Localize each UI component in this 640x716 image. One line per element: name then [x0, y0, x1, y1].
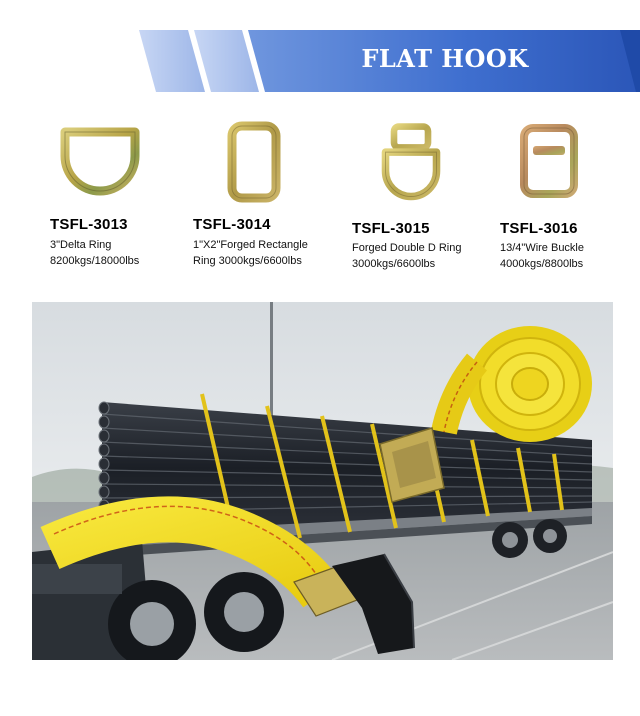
product-desc-line2: Ring 3000kgs/6600lbs: [193, 255, 302, 267]
product-code: TSFL-3016: [500, 220, 578, 237]
product-desc-line2: 4000kgs/8800lbs: [500, 258, 584, 270]
page-title: FLAT HOOK: [361, 44, 529, 73]
flatbed-trailer-photo: [32, 302, 613, 660]
product-code: TSFL-3013: [50, 216, 128, 233]
product-description: [193, 237, 308, 269]
trailer-strap-illustration: [32, 302, 613, 660]
product-desc-line2: 8200kgs/18000lbs: [50, 255, 140, 267]
product-description: [352, 240, 461, 272]
wire-buckle-icon: [504, 120, 594, 205]
header-banner: [0, 0, 640, 110]
product-desc-line2: 3000kgs/6600lbs: [352, 258, 436, 270]
product-code: TSFL-3015: [352, 220, 430, 237]
delta-ring-icon: [55, 120, 145, 205]
product-description: [50, 237, 139, 269]
product-desc-line1: 13/4"Wire Buckle: [500, 242, 584, 254]
product-desc-line1: 1"X2"Forged Rectangle: [193, 239, 308, 251]
double-d-ring-icon: [366, 120, 456, 205]
rectangle-ring-icon: [208, 120, 298, 205]
product-desc-line1: 3"Delta Ring: [50, 239, 112, 251]
product-code: TSFL-3014: [193, 216, 271, 233]
product-desc-line1: Forged Double D Ring: [352, 242, 462, 254]
product-description: [500, 240, 584, 272]
